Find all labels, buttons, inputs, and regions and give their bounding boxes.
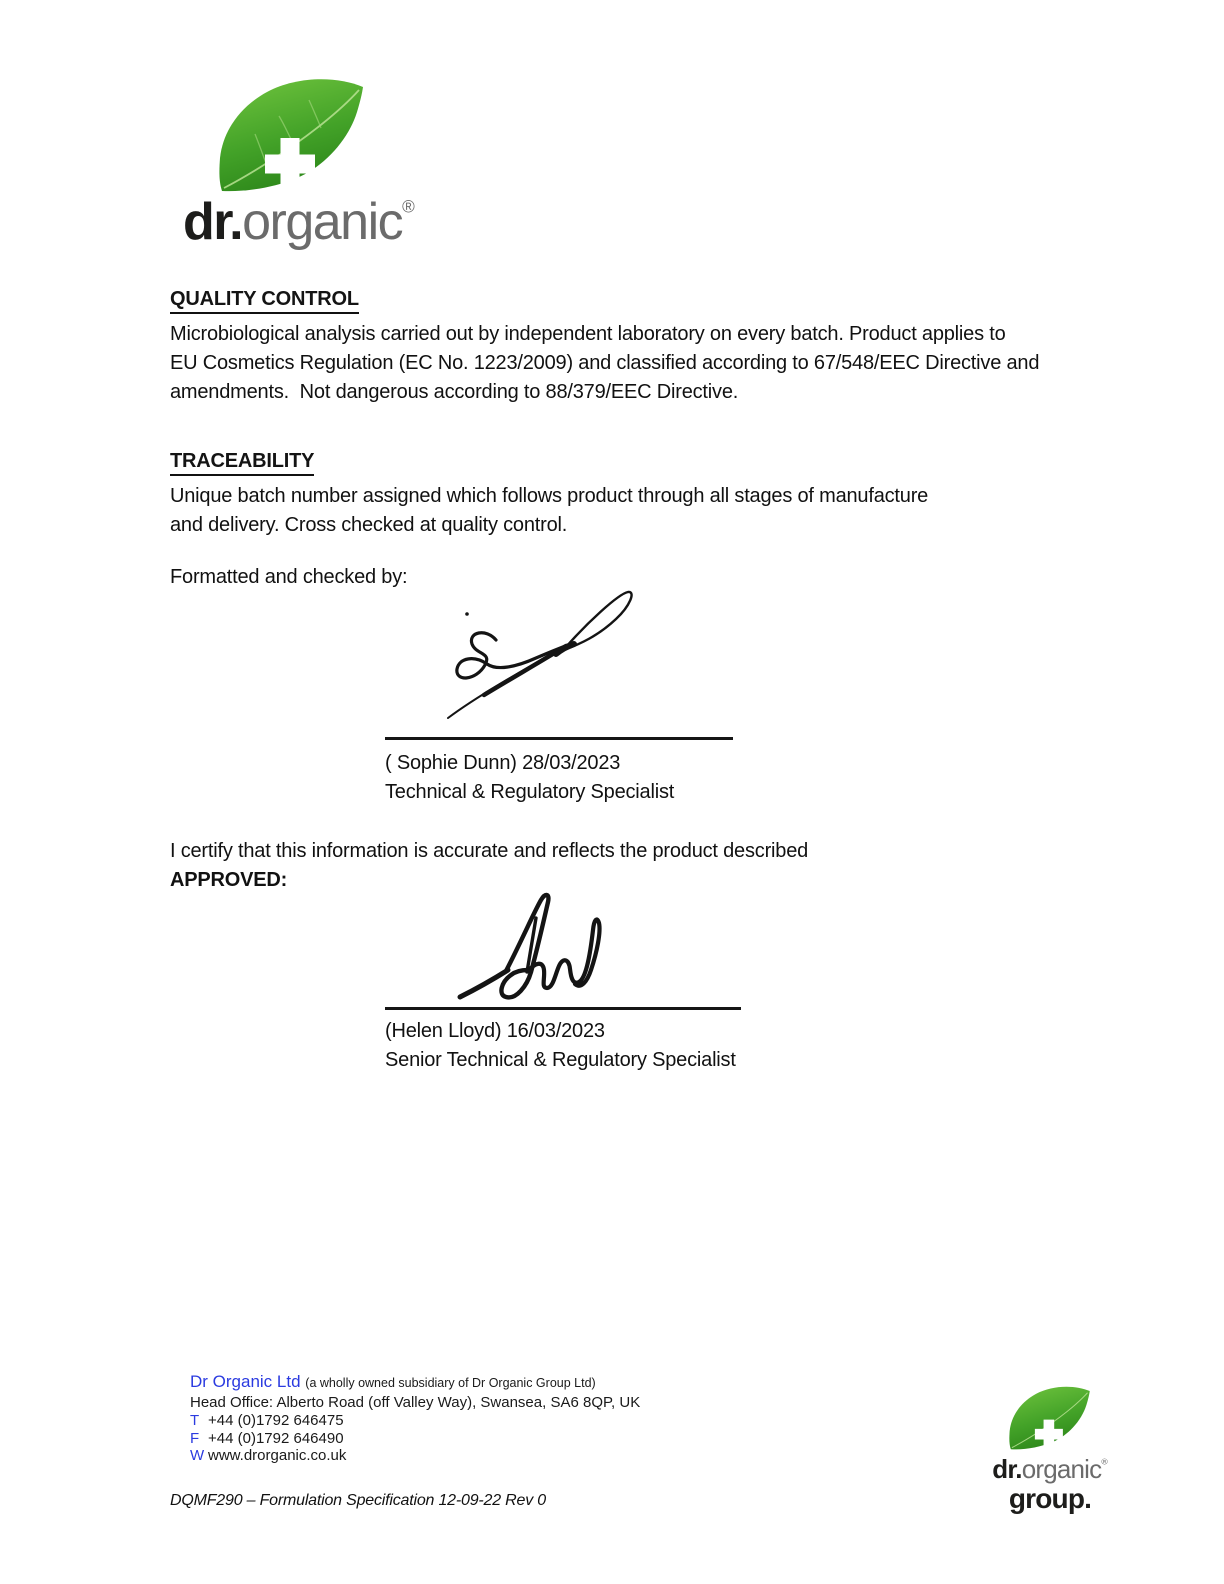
brand-wordmark — [183, 192, 415, 252]
website-row — [190, 1447, 640, 1465]
formatter-name-date: ( Sophie Dunn) 28/03/2023 — [385, 752, 621, 774]
signature-line — [385, 726, 733, 740]
approver-signature — [440, 878, 640, 1013]
dr-organic-group-logo — [972, 1386, 1128, 1515]
traceability-heading: TRACEABILITY — [170, 450, 314, 476]
approver-name-date: (Helen Lloyd) 16/03/2023 — [385, 1020, 605, 1042]
footer-company-info — [190, 1372, 640, 1465]
subsidiary-note: (a wholly owned subsidiary of Dr Organic Group Ltd) — [305, 1376, 596, 1390]
quality-control-heading: QUALITY CONTROL — [170, 288, 359, 314]
registered-mark: ® — [1101, 1456, 1108, 1467]
wordmark-organic: organic — [242, 193, 403, 251]
dr-organic-logo — [170, 78, 420, 253]
brand-wordmark — [972, 1454, 1128, 1485]
formatted-by-label: Formatted and checked by: — [170, 566, 408, 588]
registered-mark: ® — [402, 196, 415, 217]
wordmark-dr: dr. — [183, 193, 243, 251]
body-line: EU Cosmetics Regulation (EC No. 1223/2009) and classified according to 67/548/EEC Directive and — [170, 352, 1040, 374]
company-name: Dr Organic Ltd — [190, 1372, 301, 1391]
wordmark-dr: dr. — [992, 1454, 1022, 1484]
body-line: Unique batch number assigned which follows product through all stages of manufacture — [170, 485, 929, 507]
approved-label: APPROVED: — [170, 869, 288, 891]
leaf-cross-icon — [217, 78, 367, 194]
signature-line — [385, 996, 741, 1010]
telephone-label: T — [190, 1412, 200, 1429]
traceability-body — [170, 482, 1090, 540]
website-url: www.drorganic.co.uk — [208, 1447, 347, 1464]
quality-control-body — [170, 320, 1090, 407]
signature-scribble-icon — [440, 578, 660, 725]
body-line: amendments. Not dangerous according to 88/379/EEC Directive. — [170, 381, 739, 403]
wordmark-organic: organic — [1021, 1454, 1102, 1484]
fax-number: +44 (0)1792 646490 — [208, 1429, 344, 1447]
formatter-signature — [440, 578, 660, 725]
certify-statement: I certify that this information is accurate and reflects the product described — [170, 840, 809, 862]
head-office-address: Head Office: Alberto Road (off Valley Way), Swansea, SA6 8QP, UK — [190, 1394, 641, 1411]
group-label: group. — [1008, 1483, 1092, 1514]
formatter-caption — [385, 749, 674, 807]
website-label: W — [190, 1447, 205, 1464]
body-line: Microbiological analysis carried out by independent laboratory on every batch. Product applies to — [170, 323, 1006, 345]
formatter-title: Technical & Regulatory Specialist — [385, 781, 675, 803]
fax-row — [190, 1430, 640, 1448]
telephone-number: +44 (0)1792 646475 — [208, 1412, 344, 1429]
fax-label: F — [190, 1429, 200, 1447]
leaf-cross-icon — [1008, 1386, 1092, 1451]
document-reference: DQMF290 – Formulation Specification 12-09-22 Rev 0 — [170, 1492, 546, 1509]
signature-scribble-icon — [440, 878, 640, 1013]
traceability-section — [170, 450, 1090, 540]
approver-caption — [385, 1017, 736, 1075]
company-line — [190, 1372, 640, 1393]
telephone-row — [190, 1412, 640, 1430]
approver-title: Senior Technical & Regulatory Specialist — [385, 1049, 736, 1071]
body-line: and delivery. Cross checked at quality control. — [170, 514, 568, 536]
quality-control-section — [170, 288, 1090, 407]
